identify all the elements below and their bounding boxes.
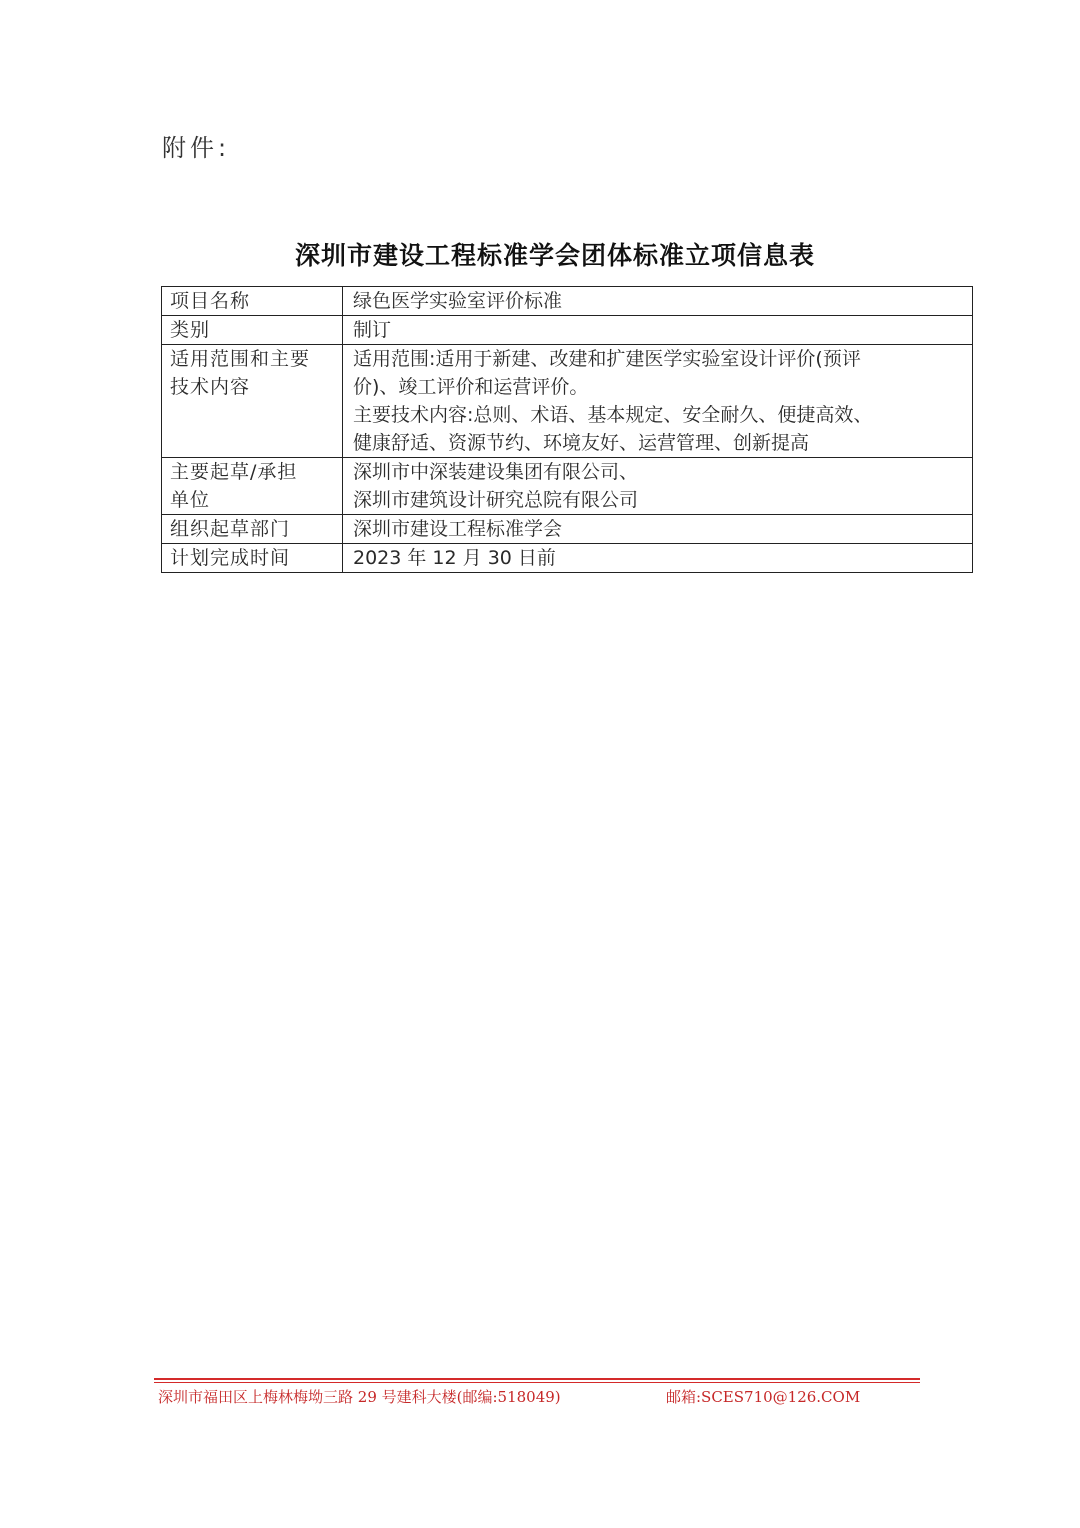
- row-label-cell: [162, 345, 343, 458]
- table-row-completion-time: [162, 544, 973, 573]
- row-value: 制订: [353, 319, 392, 341]
- row-value-cell: [343, 515, 973, 544]
- row-value-cell: [343, 458, 973, 515]
- project-info-table: [161, 286, 973, 573]
- row-value-cell: [343, 287, 973, 316]
- page-title: 深圳市建设工程标准学会团体标准立项信息表: [294, 241, 815, 270]
- table-row-scope: [162, 345, 973, 458]
- footer-divider: [154, 1378, 920, 1380]
- row-label: 项目名称: [170, 290, 251, 312]
- row-value: 2023 年 12 月 30 日前: [353, 547, 556, 569]
- table-row-drafting-unit: [162, 458, 973, 515]
- row-value: 深圳市建设工程标准学会: [353, 518, 563, 540]
- table-row-organizing-dept: [162, 515, 973, 544]
- attachment-label: 附件:: [162, 134, 231, 162]
- footer-email: 邮箱:SCES710@126.COM: [666, 1388, 861, 1406]
- row-value: 绿色医学实验室评价标准: [353, 290, 563, 312]
- table-row-category: [162, 316, 973, 345]
- row-label: 主要起草/承担: [170, 461, 298, 483]
- row-value: 健康舒适、资源节约、环境友好、运营管理、创新提高: [353, 432, 810, 454]
- row-label: 组织起草部门: [170, 518, 291, 540]
- row-label: 计划完成时间: [170, 547, 291, 569]
- row-value: 价)、竣工评价和运营评价。: [353, 376, 589, 398]
- row-value: 主要技术内容:总则、术语、基本规定、安全耐久、便捷高效、: [353, 404, 873, 426]
- row-label: 单位: [170, 489, 211, 511]
- row-label-cell: [162, 458, 343, 515]
- row-value: 深圳市建筑设计研究总院有限公司: [353, 489, 639, 511]
- row-value-cell: [343, 544, 973, 573]
- row-label: 适用范围和主要: [170, 348, 311, 370]
- row-label: 类别: [170, 319, 211, 341]
- row-value: 深圳市中深装建设集团有限公司、: [353, 461, 639, 483]
- row-label-cell: [162, 515, 343, 544]
- footer-divider-thin: [154, 1382, 920, 1383]
- row-label-cell: [162, 287, 343, 316]
- row-label-cell: [162, 544, 343, 573]
- row-value-cell: [343, 345, 973, 458]
- table-row-project-name: [162, 287, 973, 316]
- row-label: 技术内容: [170, 376, 251, 398]
- row-label-cell: [162, 316, 343, 345]
- footer-address: 深圳市福田区上梅林梅坳三路 29 号建科大楼(邮编:518049): [158, 1388, 561, 1406]
- row-value-cell: [343, 316, 973, 345]
- row-value: 适用范围:适用于新建、改建和扩建医学实验室设计评价(预评: [353, 348, 861, 370]
